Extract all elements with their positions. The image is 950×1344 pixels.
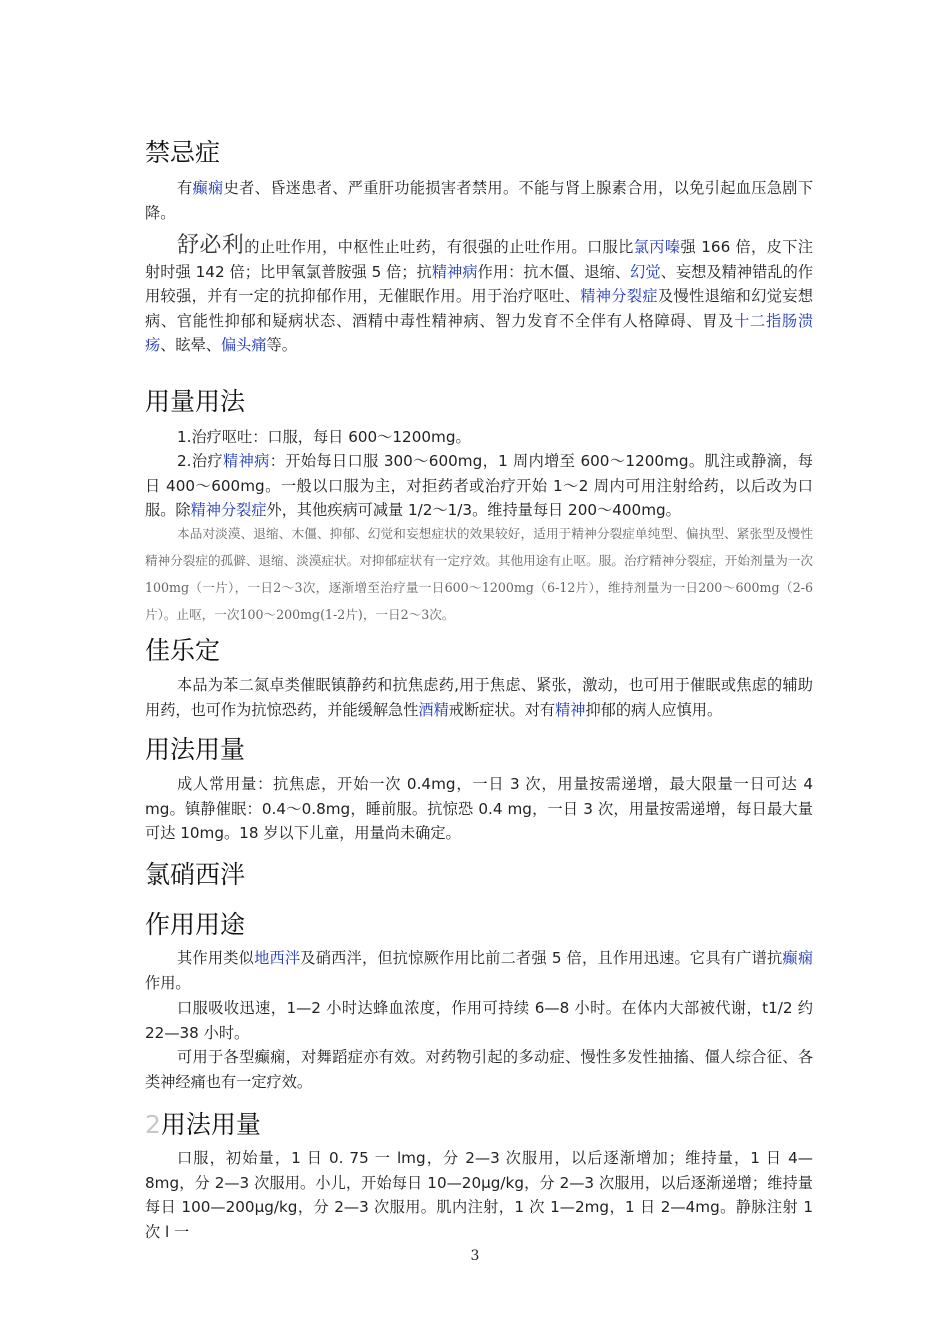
text-run: 等。 bbox=[266, 336, 297, 354]
text-run: 本品为苯二氮卓类催眠镇静药和抗焦虑药,用于焦虑、紧张，激动，也可用于催眠或焦虑的辅助用药，也可作为抗惊恐药，并能缓解急性 bbox=[145, 676, 813, 719]
heading-clonazepam: 氯硝西泮 bbox=[145, 860, 246, 889]
text-run: 作用。 bbox=[145, 973, 191, 992]
text-run: 外，其他疾病可减量 1/2～1/3。维持量每日 200～400mg。 bbox=[266, 501, 681, 519]
text-run: 成人常用量：抗焦虑，开始一次 0.4mg，一日 3 次，用量按需递增，最大限量一日可达 4 mg。镇静催眠：0.4～0.8mg，睡前服。抗惊恐 0.4 mg，一日 3 次，用量按需递增，每日最大量可达 10mg。18 岁以下儿童，用量尚未确定。 bbox=[145, 775, 813, 842]
text-run: 及慢性退缩和幻觉妄想病、官能性抑郁和疑病状态、酒精中毒性精神病、智力发育不全伴有人格障碍、胃及 bbox=[145, 287, 814, 330]
paragraph-contraindications bbox=[145, 176, 813, 225]
paragraph-dosage-note bbox=[145, 520, 813, 628]
heading-contraindications: 禁忌症 bbox=[145, 138, 221, 167]
term-link[interactable]: 精神病 bbox=[431, 262, 478, 281]
paragraph-alprazolam bbox=[145, 673, 813, 722]
text-run: 2.治疗 bbox=[177, 452, 223, 470]
text-run: 有 bbox=[177, 179, 193, 197]
term-link[interactable]: 精神病 bbox=[223, 452, 270, 470]
heading-dosage: 用量用法 bbox=[145, 387, 246, 416]
heading-number: 2 bbox=[145, 1110, 161, 1139]
text-run: ：开始每日口服 300～600mg，1 周内增至 600～1200mg。肌注或静滴，每日 400～600mg。一般以口服为主，对拒药者或治疗开始 1～2 周内可用注射给药，以后改为口服。除 bbox=[145, 452, 813, 519]
text-run: 1.治疗呕吐：口服，每日 600～1200mg。 bbox=[177, 428, 471, 446]
heading-action: 作用用途 bbox=[145, 910, 246, 939]
paragraph-dosage-1 bbox=[145, 425, 813, 450]
text-run: 作用：抗木僵、退缩、 bbox=[477, 262, 631, 281]
text-run: 口服吸收迅速，1—2 小时达蜂血浓度，作用可持续 6—8 小时。在体内大部被代谢，t1/2 约 22—38 小时。 bbox=[145, 999, 813, 1042]
text-run: 及硝西泮，但抗惊厥作用比前二者强 5 倍，且作用迅速。它具有广谱抗 bbox=[300, 949, 783, 967]
term-link[interactable]: 癫痫 bbox=[782, 949, 814, 967]
page-number: 3 bbox=[470, 1248, 480, 1264]
term-link[interactable]: 酒精 bbox=[418, 700, 449, 719]
paragraph-action-2 bbox=[145, 996, 813, 1045]
term-link[interactable]: 精神 bbox=[555, 700, 586, 719]
text-run: 戒断症状。对有 bbox=[448, 700, 556, 719]
term-link[interactable]: 十二指肠溃疡 bbox=[145, 311, 814, 354]
term-link[interactable]: 氯丙嗪 bbox=[633, 238, 681, 256]
term-link[interactable]: 地西泮 bbox=[254, 949, 301, 967]
term-link[interactable]: 幻觉 bbox=[630, 262, 661, 281]
heading-usage-2 bbox=[145, 1105, 261, 1141]
paragraph-usage-2 bbox=[145, 1146, 813, 1244]
text-run: 本品对淡漠、退缩、木僵、抑郁、幻觉和妄想症状的效果较好，适用于精神分裂症单纯型、偏执型、紧张型及慢性精神分裂症的孤僻、退缩、淡漠症状。对抑郁症状有一定疗效。其他用途有止呕。服。治疗精神分裂症，开始剂量为一次100mg（一片），一日2～3次，逐渐增至治疗量一日600～1200mg（6-12片），维持剂量为一日200～600mg（2-6片）。止呕，一次100～200mg(1-2片)，一日2～3次。 bbox=[145, 526, 813, 622]
text-run: 抑郁的病人应慎用。 bbox=[585, 700, 723, 719]
text-run: 史者、昏迷患者、严重肝功能损害者禁用。不能与肾上腺素合用，以免引起血压急剧下降。 bbox=[145, 179, 814, 222]
drug-name: 舒必利 bbox=[177, 233, 245, 258]
heading-usage: 用法用量 bbox=[145, 735, 246, 764]
heading-alprazolam: 佳乐定 bbox=[145, 636, 221, 665]
term-link[interactable]: 精神分裂症 bbox=[580, 287, 658, 305]
term-link[interactable]: 精神分裂症 bbox=[190, 501, 267, 519]
paragraph-dosage-2 bbox=[145, 449, 813, 523]
paragraph-sulpiride bbox=[145, 234, 813, 358]
term-link[interactable]: 癫痫 bbox=[192, 179, 224, 197]
paragraph-action-1 bbox=[145, 946, 813, 995]
text-run: 的止吐作用，中枢性止吐药，有很强的止吐作用。口服比 bbox=[244, 238, 634, 256]
text-run: 、妄想及精神错乱的作用较强，并有一定的抗抑郁作用，无催眠作用。用于治疗呕吐、 bbox=[145, 262, 814, 305]
term-link[interactable]: 偏头痛 bbox=[220, 336, 267, 354]
text-run: 其作用类似 bbox=[177, 949, 255, 967]
text-run: 可用于各型癫痫，对舞蹈症亦有效。对药物引起的多动症、慢性多发性抽搐、僵人综合征、各类神经痛也有一定疗效。 bbox=[145, 1048, 813, 1091]
paragraph-usage bbox=[145, 772, 813, 846]
paragraph-action-3 bbox=[145, 1045, 813, 1094]
heading-text: 用法用量 bbox=[160, 1110, 261, 1139]
text-run: 强 166 倍，皮下注射时强 142 倍；比甲氧氯普胺强 5 倍；抗 bbox=[145, 238, 813, 281]
text-run: 口服，初始量，1 日 0. 75 一 lmg，分 2—3 次服用，以后逐渐增加；维持量，1 日 4—8mg，分 2—3 次服用。小儿，开始每日 10—20μg/kg，分 2—3 次服用，以后逐渐递增；维持量每日 100—200μg/kg，分 2—3 次服用。肌内注射，1 次 1—2mg，1 日 2—4mg。静脉注射 1 次 l 一 bbox=[145, 1149, 813, 1241]
text-run: 、眩晕、 bbox=[160, 336, 221, 354]
